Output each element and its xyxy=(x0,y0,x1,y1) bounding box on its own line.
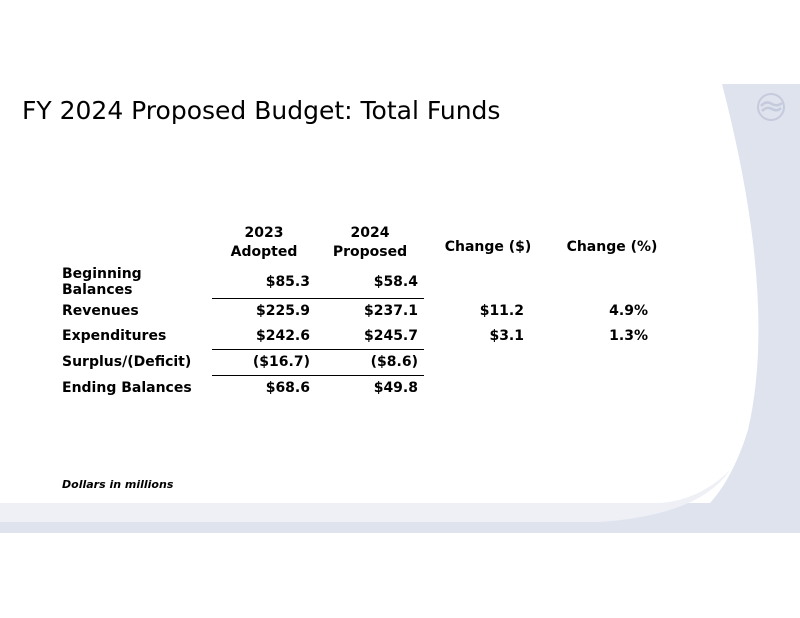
row-label: Ending Balances xyxy=(62,379,192,396)
header-2023-adopted xyxy=(212,224,316,266)
cell-change-dollars: $11.2 xyxy=(479,302,524,319)
header-2024-proposed xyxy=(316,224,424,266)
cell-change-dollars xyxy=(424,349,552,375)
footnote-units: Dollars in millions xyxy=(62,478,174,491)
header-2023-year: 2023 xyxy=(244,225,284,241)
cell-change-percent xyxy=(552,349,672,375)
header-2023-adopted-text: Adopted xyxy=(230,244,298,260)
cell-2024-proposed: ($8.6) xyxy=(316,349,424,375)
row-label: Revenues xyxy=(62,302,139,319)
cell-2024-proposed: $237.1 xyxy=(316,298,424,324)
cell-change-percent xyxy=(552,375,672,401)
header-2024-year: 2024 xyxy=(350,225,390,241)
table-row-expenditures xyxy=(58,324,672,350)
table-row-ending-balances xyxy=(58,375,672,401)
cell-change-percent: 4.9% xyxy=(609,302,648,319)
cell-change-percent: 1.3% xyxy=(609,328,648,345)
header-change-dollars: Change ($) xyxy=(444,238,532,255)
cell-2024-proposed: $58.4 xyxy=(373,273,418,290)
cell-change-dollars xyxy=(424,375,552,401)
row-label: Expenditures xyxy=(62,328,167,345)
cell-2023-adopted: $68.6 xyxy=(212,375,316,401)
cell-change-dollars xyxy=(424,266,552,298)
budget-table xyxy=(58,224,672,401)
slide-title: FY 2024 Proposed Budget: Total Funds xyxy=(22,96,501,125)
table-header-row xyxy=(58,224,672,266)
right-accent-curve xyxy=(660,84,800,533)
cell-change-dollars: $3.1 xyxy=(489,328,524,345)
cell-change-percent xyxy=(552,266,672,298)
table-row-beginning-balances xyxy=(58,266,672,298)
cell-2023-adopted: $225.9 xyxy=(212,298,316,324)
table-row-surplus-deficit xyxy=(58,349,672,375)
row-label: Beginning Balances xyxy=(62,266,142,298)
cell-2023-adopted: $242.6 xyxy=(255,328,310,344)
cell-2024-proposed: $49.8 xyxy=(316,375,424,401)
wave-logo-icon xyxy=(756,92,786,122)
cell-2023-adopted: ($16.7) xyxy=(212,349,316,375)
cell-2024-proposed: $245.7 xyxy=(363,328,418,344)
cell-2023-adopted: $85.3 xyxy=(265,273,310,290)
header-label xyxy=(58,224,212,266)
row-label: Surplus/(Deficit) xyxy=(62,354,192,370)
table-row-revenues xyxy=(58,298,672,324)
header-2024-proposed-text: Proposed xyxy=(332,244,408,260)
header-change-percent: Change (%) xyxy=(566,238,658,255)
